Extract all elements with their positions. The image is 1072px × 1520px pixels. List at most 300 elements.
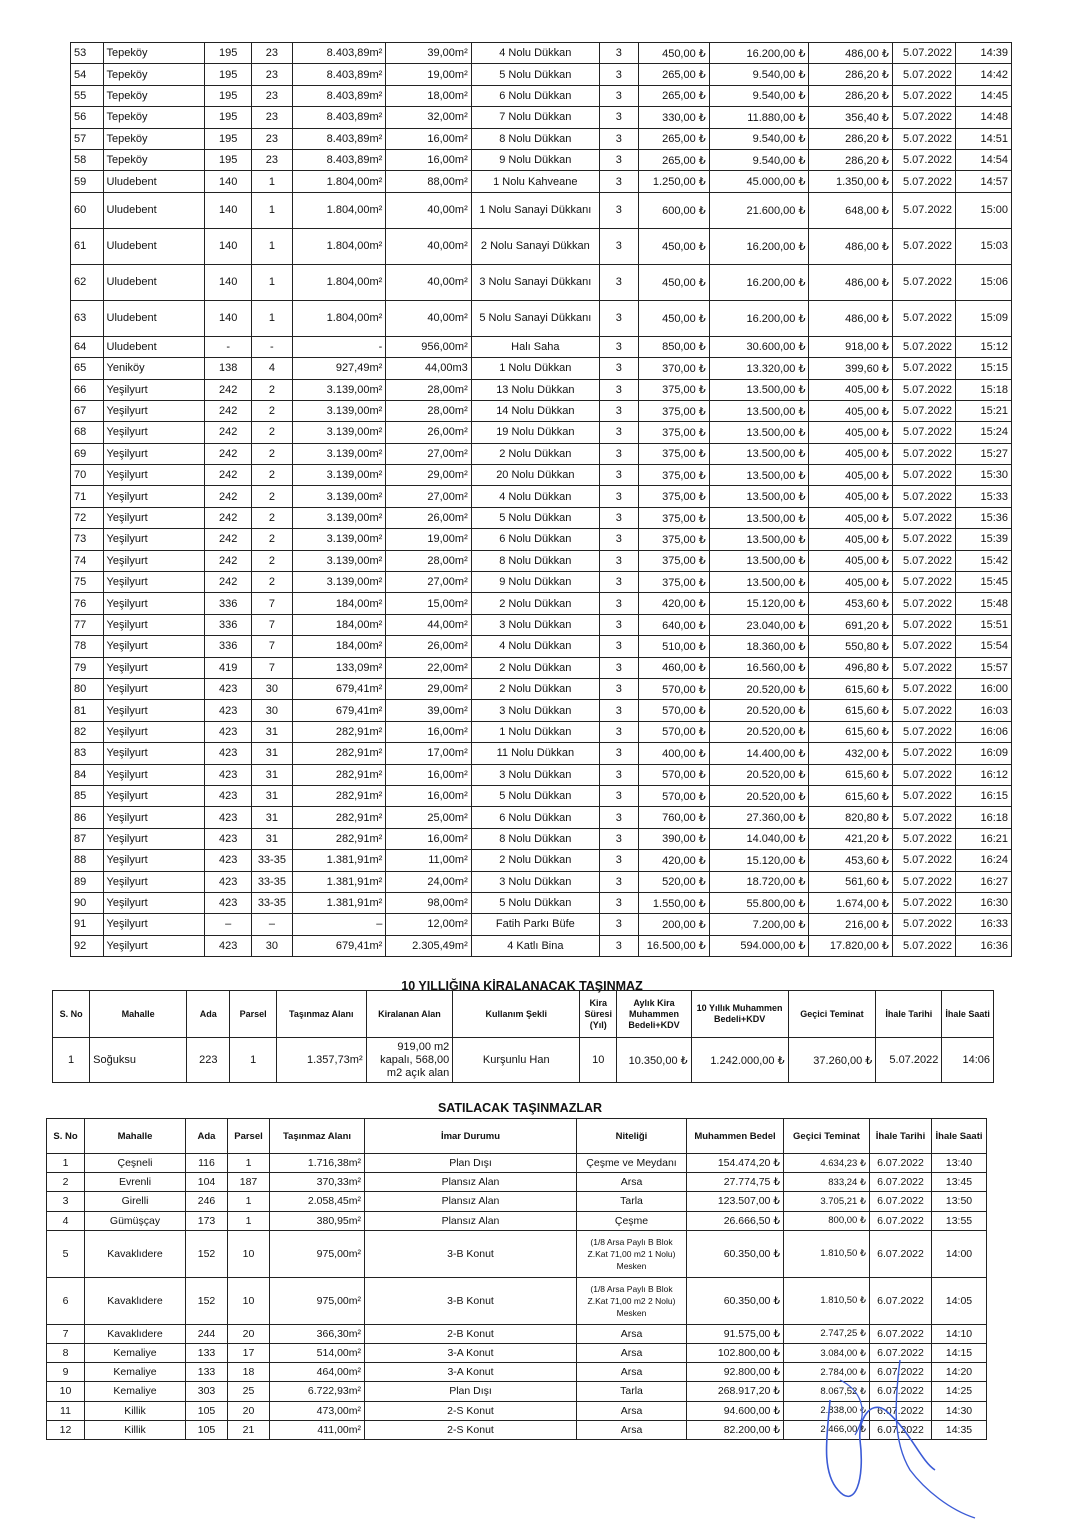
lease-cell-mahalle: Yeşilyurt — [103, 700, 205, 721]
lease-row — [71, 678, 1012, 699]
lease-cell-kiralanan-alan: 28,00m² — [386, 550, 471, 571]
lease-cell-ihale-tarihi: 5.07.2022 — [892, 107, 955, 128]
lease-cell-ihale-saati: 14:39 — [955, 43, 1011, 64]
lease-cell-kira-suresi: 3 — [599, 107, 638, 128]
lease-cell-gecici-teminat: 561,60 ₺ — [809, 871, 892, 892]
sale-cell: 1.810,50 ₺ — [784, 1230, 870, 1277]
sale-cell: 473,00m² — [270, 1401, 365, 1420]
sale-cell: 975,00m² — [270, 1230, 365, 1277]
lease-cell-kullanim-sekli: Halı Saha — [471, 336, 599, 357]
lease-cell-kullanim-sekli: 2 Nolu Sanayi Dükkan — [471, 228, 599, 264]
sale-cell: Kemaliye — [85, 1363, 186, 1382]
lease-cell-kullanim-sekli: 3 Nolu Dükkan — [471, 614, 599, 635]
lease-cell-parsel: 23 — [252, 43, 293, 64]
lease-cell-tasinmaz-alani: 8.403,89m² — [292, 43, 386, 64]
ten-year-header-cell: Taşınmaz Alanı — [276, 991, 366, 1038]
sale-cell: 14:25 — [932, 1382, 987, 1401]
sale-cell: 1 — [228, 1192, 270, 1211]
lease-cell-aylik-kira: 570,00 ₺ — [638, 678, 709, 699]
lease-cell-ihale-tarihi: 5.07.2022 — [892, 443, 955, 464]
lease-cell-no: 80 — [71, 678, 104, 699]
lease-cell-ihale-saati: 16:30 — [955, 892, 1011, 913]
lease-cell-kira-suresi: 3 — [599, 807, 638, 828]
lease-cell-toplam-bedel: 30.600,00 ₺ — [709, 336, 809, 357]
lease-cell-kullanim-sekli: 8 Nolu Dükkan — [471, 828, 599, 849]
lease-cell-toplam-bedel: 9.540,00 ₺ — [709, 85, 809, 106]
lease-row — [71, 379, 1012, 400]
lease-cell-toplam-bedel: 13.500,00 ₺ — [709, 486, 809, 507]
sale-cell: 6.07.2022 — [870, 1382, 932, 1401]
lease-cell-mahalle: Tepeköy — [103, 64, 205, 85]
ten-year-cell: 10.350,00 ₺ — [617, 1038, 691, 1083]
lease-cell-kira-suresi: 3 — [599, 850, 638, 871]
sale-heading: SATILACAK TAŞINMAZLAR — [437, 1101, 603, 1115]
lease-cell-tasinmaz-alani: 184,00m² — [292, 636, 386, 657]
lease-cell-aylik-kira: 265,00 ₺ — [638, 149, 709, 170]
lease-cell-aylik-kira: 600,00 ₺ — [638, 192, 709, 228]
lease-cell-kullanim-sekli: 3 Nolu Dükkan — [471, 871, 599, 892]
lease-cell-tasinmaz-alani: 184,00m² — [292, 614, 386, 635]
lease-cell-parsel: 31 — [252, 721, 293, 742]
lease-cell-no: 86 — [71, 807, 104, 828]
sale-header-cell: İmar Durumu — [365, 1119, 577, 1154]
lease-cell-ada: 242 — [205, 400, 252, 421]
sale-cell: Plan Dışı — [365, 1382, 577, 1401]
lease-cell-kiralanan-alan: 28,00m² — [386, 400, 471, 421]
sale-cell: 10 — [228, 1277, 270, 1324]
lease-cell-aylik-kira: 450,00 ₺ — [638, 264, 709, 300]
lease-cell-mahalle: Tepeköy — [103, 128, 205, 149]
lease-cell-parsel: 31 — [252, 828, 293, 849]
lease-cell-no: 69 — [71, 443, 104, 464]
sale-cell: Arsa — [577, 1324, 687, 1343]
lease-cell-toplam-bedel: 13.320,00 ₺ — [709, 358, 809, 379]
lease-cell-no: 64 — [71, 336, 104, 357]
lease-cell-kira-suresi: 3 — [599, 828, 638, 849]
lease-cell-kiralanan-alan: 11,00m² — [386, 850, 471, 871]
sale-cell: 9 — [47, 1363, 85, 1382]
lease-cell-tasinmaz-alani: 1.804,00m² — [292, 300, 386, 336]
lease-cell-ihale-saati: 16:21 — [955, 828, 1011, 849]
lease-cell-kullanim-sekli: 3 Nolu Dükkan — [471, 764, 599, 785]
lease-cell-no: 68 — [71, 422, 104, 443]
lease-cell-tasinmaz-alani: 282,91m² — [292, 721, 386, 742]
lease-cell-ada: 423 — [205, 892, 252, 913]
lease-cell-parsel: 30 — [252, 935, 293, 956]
lease-row — [71, 657, 1012, 678]
sale-cell: 3-A Konut — [365, 1363, 577, 1382]
lease-cell-parsel: 31 — [252, 743, 293, 764]
ten-year-header-cell: Parsel — [230, 991, 276, 1038]
lease-cell-toplam-bedel: 9.540,00 ₺ — [709, 64, 809, 85]
lease-cell-tasinmaz-alani: 184,00m² — [292, 593, 386, 614]
sale-cell: 380,95m² — [270, 1211, 365, 1230]
sale-cell: 6.07.2022 — [870, 1420, 932, 1439]
lease-cell-parsel: 2 — [252, 465, 293, 486]
lease-cell-parsel: 1 — [252, 192, 293, 228]
ten-year-header-row — [53, 991, 994, 1038]
lease-cell-tasinmaz-alani: 8.403,89m² — [292, 107, 386, 128]
sale-cell: 14:20 — [932, 1363, 987, 1382]
lease-cell-kullanim-sekli: 6 Nolu Dükkan — [471, 529, 599, 550]
lease-cell-kira-suresi: 3 — [599, 657, 638, 678]
lease-cell-kullanim-sekli: 7 Nolu Dükkan — [471, 107, 599, 128]
lease-cell-mahalle: Yeşilyurt — [103, 657, 205, 678]
lease-cell-parsel: 2 — [252, 379, 293, 400]
lease-cell-kullanim-sekli: 13 Nolu Dükkan — [471, 379, 599, 400]
lease-cell-toplam-bedel: 18.720,00 ₺ — [709, 871, 809, 892]
lease-cell-aylik-kira: 375,00 ₺ — [638, 465, 709, 486]
lease-cell-kira-suresi: 3 — [599, 678, 638, 699]
lease-cell-mahalle: Yeşilyurt — [103, 400, 205, 421]
sale-cell: 8 — [47, 1343, 85, 1362]
sale-cell: 6.07.2022 — [870, 1343, 932, 1362]
lease-cell-parsel: 1 — [252, 300, 293, 336]
lease-cell-no: 60 — [71, 192, 104, 228]
lease-cell-ada: 336 — [205, 636, 252, 657]
lease-cell-kiralanan-alan: 16,00m² — [386, 764, 471, 785]
lease-cell-toplam-bedel: 13.500,00 ₺ — [709, 400, 809, 421]
lease-cell-kiralanan-alan: 19,00m² — [386, 529, 471, 550]
lease-cell-gecici-teminat: 405,00 ₺ — [809, 572, 892, 593]
lease-cell-ihale-saati: 14:45 — [955, 85, 1011, 106]
lease-cell-parsel: 33-35 — [252, 850, 293, 871]
lease-cell-tasinmaz-alani: 1.804,00m² — [292, 264, 386, 300]
lease-cell-aylik-kira: 200,00 ₺ — [638, 914, 709, 935]
sale-cell: 6 — [47, 1277, 85, 1324]
lease-cell-ihale-saati: 15:36 — [955, 507, 1011, 528]
lease-cell-no: 91 — [71, 914, 104, 935]
lease-cell-gecici-teminat: 405,00 ₺ — [809, 507, 892, 528]
lease-cell-tasinmaz-alani: 282,91m² — [292, 743, 386, 764]
lease-cell-kiralanan-alan: 40,00m² — [386, 264, 471, 300]
lease-cell-no: 74 — [71, 550, 104, 571]
lease-cell-tasinmaz-alani: 8.403,89m² — [292, 128, 386, 149]
lease-cell-gecici-teminat: 405,00 ₺ — [809, 400, 892, 421]
lease-cell-mahalle: Yeşilyurt — [103, 636, 205, 657]
lease-table — [70, 42, 1012, 957]
lease-cell-parsel: 23 — [252, 64, 293, 85]
lease-cell-no: 57 — [71, 128, 104, 149]
ten-year-header-cell: Kiralanan Alan — [366, 991, 453, 1038]
lease-row — [71, 64, 1012, 85]
lease-cell-tasinmaz-alani: 8.403,89m² — [292, 64, 386, 85]
lease-cell-no: 84 — [71, 764, 104, 785]
sale-cell: 105 — [186, 1401, 228, 1420]
lease-cell-ihale-tarihi: 5.07.2022 — [892, 486, 955, 507]
lease-cell-ada: 195 — [205, 107, 252, 128]
lease-cell-gecici-teminat: 691,20 ₺ — [809, 614, 892, 635]
sale-cell: 20 — [228, 1324, 270, 1343]
sale-cell: 3-A Konut — [365, 1343, 577, 1362]
sale-cell: 6.07.2022 — [870, 1363, 932, 1382]
lease-cell-kiralanan-alan: 26,00m² — [386, 636, 471, 657]
sale-cell: 2.466,00 ₺ — [784, 1420, 870, 1439]
lease-cell-kiralanan-alan: 39,00m² — [386, 43, 471, 64]
lease-cell-ada: 140 — [205, 264, 252, 300]
sale-cell: 13:55 — [932, 1211, 987, 1230]
lease-cell-ada: 138 — [205, 358, 252, 379]
sale-cell: 13:45 — [932, 1173, 987, 1192]
sale-cell: 14:10 — [932, 1324, 987, 1343]
lease-cell-kira-suresi: 3 — [599, 914, 638, 935]
lease-cell-mahalle: Yeşilyurt — [103, 572, 205, 593]
lease-cell-aylik-kira: 510,00 ₺ — [638, 636, 709, 657]
lease-cell-ihale-tarihi: 5.07.2022 — [892, 171, 955, 192]
lease-cell-kiralanan-alan: 40,00m² — [386, 228, 471, 264]
lease-cell-mahalle: Yeşilyurt — [103, 892, 205, 913]
lease-cell-gecici-teminat: 820,80 ₺ — [809, 807, 892, 828]
ten-year-cell: 1.357,73m² — [276, 1038, 366, 1083]
lease-cell-kullanim-sekli: 6 Nolu Dükkan — [471, 807, 599, 828]
lease-cell-kira-suresi: 3 — [599, 64, 638, 85]
lease-cell-kiralanan-alan: 12,00m² — [386, 914, 471, 935]
sale-cell: 2.838,00 ₺ — [784, 1401, 870, 1420]
lease-cell-kira-suresi: 3 — [599, 507, 638, 528]
lease-cell-no: 63 — [71, 300, 104, 336]
lease-cell-ada: 423 — [205, 743, 252, 764]
sale-cell: 833,24 ₺ — [784, 1173, 870, 1192]
lease-cell-toplam-bedel: 18.360,00 ₺ — [709, 636, 809, 657]
lease-cell-no: 62 — [71, 264, 104, 300]
sale-header-cell: Muhammen Bedel — [687, 1119, 784, 1154]
lease-row — [71, 43, 1012, 64]
lease-cell-mahalle: Yeşilyurt — [103, 529, 205, 550]
lease-cell-ihale-tarihi: 5.07.2022 — [892, 614, 955, 635]
lease-cell-ihale-saati: 16:18 — [955, 807, 1011, 828]
sale-cell: Kavaklıdere — [85, 1324, 186, 1343]
lease-row — [71, 807, 1012, 828]
lease-row — [71, 892, 1012, 913]
lease-cell-ada: 195 — [205, 64, 252, 85]
lease-cell-kullanim-sekli: 1 Nolu Dükkan — [471, 721, 599, 742]
lease-cell-mahalle: Tepeköy — [103, 149, 205, 170]
lease-cell-ada: 242 — [205, 507, 252, 528]
lease-cell-parsel: 1 — [252, 171, 293, 192]
lease-row — [71, 764, 1012, 785]
lease-cell-tasinmaz-alani: 282,91m² — [292, 828, 386, 849]
sale-header-cell: Niteliği — [577, 1119, 687, 1154]
ten-year-cell: 1 — [53, 1038, 90, 1083]
lease-cell-tasinmaz-alani: – — [292, 914, 386, 935]
sale-cell: 6.07.2022 — [870, 1401, 932, 1420]
lease-cell-aylik-kira: 450,00 ₺ — [638, 43, 709, 64]
lease-cell-toplam-bedel: 16.200,00 ₺ — [709, 264, 809, 300]
lease-cell-ada: – — [205, 914, 252, 935]
lease-cell-mahalle: Yeşilyurt — [103, 871, 205, 892]
lease-row — [71, 721, 1012, 742]
lease-cell-gecici-teminat: 399,60 ₺ — [809, 358, 892, 379]
lease-cell-parsel: 2 — [252, 486, 293, 507]
lease-cell-kiralanan-alan: 25,00m² — [386, 807, 471, 828]
lease-cell-aylik-kira: 1.550,00 ₺ — [638, 892, 709, 913]
lease-cell-no: 76 — [71, 593, 104, 614]
lease-table-body — [71, 43, 1012, 957]
lease-cell-no: 82 — [71, 721, 104, 742]
sale-cell: Kemaliye — [85, 1382, 186, 1401]
lease-cell-kullanim-sekli: Fatih Parkı Büfe — [471, 914, 599, 935]
lease-cell-kiralanan-alan: 44,00m3 — [386, 358, 471, 379]
lease-row — [71, 486, 1012, 507]
ten-year-cell: Kurşunlu Han — [453, 1038, 580, 1083]
ten-year-table — [52, 990, 994, 1083]
lease-cell-tasinmaz-alani: 927,49m² — [292, 358, 386, 379]
lease-row — [71, 700, 1012, 721]
lease-cell-kullanim-sekli: 19 Nolu Dükkan — [471, 422, 599, 443]
lease-cell-aylik-kira: 420,00 ₺ — [638, 850, 709, 871]
sale-cell: 6.07.2022 — [870, 1192, 932, 1211]
sale-cell: 3 — [47, 1192, 85, 1211]
lease-cell-mahalle: Yeşilyurt — [103, 443, 205, 464]
lease-row — [71, 171, 1012, 192]
sale-cell: 2.058,45m² — [270, 1192, 365, 1211]
sale-header-cell: S. No — [47, 1119, 85, 1154]
lease-cell-ihale-saati: 16:00 — [955, 678, 1011, 699]
sale-cell: Evrenli — [85, 1173, 186, 1192]
lease-cell-ada: 423 — [205, 785, 252, 806]
lease-cell-aylik-kira: 330,00 ₺ — [638, 107, 709, 128]
lease-cell-kullanim-sekli: 11 Nolu Dükkan — [471, 743, 599, 764]
lease-cell-kira-suresi: 3 — [599, 935, 638, 956]
lease-cell-tasinmaz-alani: 3.139,00m² — [292, 422, 386, 443]
lease-cell-aylik-kira: 850,00 ₺ — [638, 336, 709, 357]
lease-cell-aylik-kira: 265,00 ₺ — [638, 85, 709, 106]
sale-cell: Plan Dışı — [365, 1154, 577, 1173]
sale-cell: 187 — [228, 1173, 270, 1192]
lease-cell-mahalle: Yeşilyurt — [103, 486, 205, 507]
lease-cell-ada: 140 — [205, 171, 252, 192]
lease-cell-mahalle: Uludebent — [103, 192, 205, 228]
sale-cell: 6.07.2022 — [870, 1230, 932, 1277]
lease-row — [71, 914, 1012, 935]
lease-cell-tasinmaz-alani: 3.139,00m² — [292, 400, 386, 421]
lease-cell-ihale-tarihi: 5.07.2022 — [892, 507, 955, 528]
lease-cell-mahalle: Yeşilyurt — [103, 465, 205, 486]
lease-cell-ihale-tarihi: 5.07.2022 — [892, 400, 955, 421]
ten-year-cell: 919,00 m2 kapalı, 568,00 m2 açık alan — [366, 1038, 453, 1083]
lease-cell-kullanim-sekli: 8 Nolu Dükkan — [471, 550, 599, 571]
sale-row — [47, 1154, 987, 1173]
lease-cell-parsel: 30 — [252, 678, 293, 699]
lease-cell-no: 58 — [71, 149, 104, 170]
sale-cell: 514,00m² — [270, 1343, 365, 1362]
lease-cell-mahalle: Yeşilyurt — [103, 422, 205, 443]
sale-cell: 3.084,00 ₺ — [784, 1343, 870, 1362]
lease-cell-gecici-teminat: 405,00 ₺ — [809, 529, 892, 550]
lease-cell-ihale-tarihi: 5.07.2022 — [892, 892, 955, 913]
lease-cell-toplam-bedel: 14.400,00 ₺ — [709, 743, 809, 764]
lease-cell-parsel: 23 — [252, 149, 293, 170]
lease-cell-aylik-kira: 520,00 ₺ — [638, 871, 709, 892]
lease-cell-ihale-saati: 15:30 — [955, 465, 1011, 486]
sale-cell: 116 — [186, 1154, 228, 1173]
lease-cell-kira-suresi: 3 — [599, 422, 638, 443]
sale-cell: Arsa — [577, 1343, 687, 1362]
lease-cell-kiralanan-alan: 44,00m² — [386, 614, 471, 635]
lease-cell-toplam-bedel: 13.500,00 ₺ — [709, 379, 809, 400]
sale-cell: Plansız Alan — [365, 1192, 577, 1211]
lease-cell-kiralanan-alan: 28,00m² — [386, 379, 471, 400]
sale-cell: 82.200,00 ₺ — [687, 1420, 784, 1439]
lease-cell-ihale-saati: 16:33 — [955, 914, 1011, 935]
lease-cell-parsel: - — [252, 336, 293, 357]
lease-cell-ihale-tarihi: 5.07.2022 — [892, 85, 955, 106]
lease-cell-ada: 423 — [205, 721, 252, 742]
lease-cell-kullanim-sekli: 5 Nolu Dükkan — [471, 507, 599, 528]
lease-cell-tasinmaz-alani: 679,41m² — [292, 935, 386, 956]
sale-cell: 21 — [228, 1420, 270, 1439]
sale-cell: 14:30 — [932, 1401, 987, 1420]
lease-cell-no: 88 — [71, 850, 104, 871]
lease-cell-ihale-saati: 16:27 — [955, 871, 1011, 892]
lease-cell-kullanim-sekli: 9 Nolu Dükkan — [471, 572, 599, 593]
lease-cell-ihale-saati: 16:24 — [955, 850, 1011, 871]
lease-cell-tasinmaz-alani: - — [292, 336, 386, 357]
lease-cell-mahalle: Yeşilyurt — [103, 550, 205, 571]
lease-cell-mahalle: Yeşilyurt — [103, 807, 205, 828]
lease-cell-kira-suresi: 3 — [599, 593, 638, 614]
lease-cell-aylik-kira: 400,00 ₺ — [638, 743, 709, 764]
lease-cell-aylik-kira: 760,00 ₺ — [638, 807, 709, 828]
lease-cell-kiralanan-alan: 18,00m² — [386, 85, 471, 106]
sale-header-cell: İhale Saati — [932, 1119, 987, 1154]
lease-cell-ihale-tarihi: 5.07.2022 — [892, 43, 955, 64]
lease-cell-kiralanan-alan: 27,00m² — [386, 443, 471, 464]
lease-cell-mahalle: Yeşilyurt — [103, 379, 205, 400]
sale-header-cell: Geçici Teminat — [784, 1119, 870, 1154]
lease-cell-kiralanan-alan: 26,00m² — [386, 507, 471, 528]
lease-cell-aylik-kira: 375,00 ₺ — [638, 529, 709, 550]
lease-cell-kiralanan-alan: 16,00m² — [386, 828, 471, 849]
lease-row — [71, 300, 1012, 336]
signature-scribble — [800, 1340, 1000, 1520]
lease-cell-ihale-saati: 16:15 — [955, 785, 1011, 806]
lease-cell-ada: 423 — [205, 871, 252, 892]
lease-cell-gecici-teminat: 496,80 ₺ — [809, 657, 892, 678]
lease-cell-kira-suresi: 3 — [599, 721, 638, 742]
lease-cell-ihale-saati: 15:27 — [955, 443, 1011, 464]
sale-cell: 246 — [186, 1192, 228, 1211]
lease-cell-kiralanan-alan: 27,00m² — [386, 486, 471, 507]
lease-cell-kiralanan-alan: 29,00m² — [386, 465, 471, 486]
lease-cell-ihale-tarihi: 5.07.2022 — [892, 264, 955, 300]
lease-cell-aylik-kira: 570,00 ₺ — [638, 764, 709, 785]
lease-cell-ihale-tarihi: 5.07.2022 — [892, 128, 955, 149]
sale-cell: 8.067,52 ₺ — [784, 1382, 870, 1401]
lease-cell-kiralanan-alan: 2.305,49m² — [386, 935, 471, 956]
lease-cell-toplam-bedel: 45.000,00 ₺ — [709, 171, 809, 192]
lease-cell-kullanim-sekli: 2 Nolu Dükkan — [471, 678, 599, 699]
sale-cell: 91.575,00 ₺ — [687, 1324, 784, 1343]
lease-cell-ada: 140 — [205, 192, 252, 228]
sale-cell: Çeşme — [577, 1211, 687, 1230]
sale-cell: Arsa — [577, 1173, 687, 1192]
ten-year-cell: 14:06 — [942, 1038, 994, 1083]
lease-cell-kira-suresi: 3 — [599, 892, 638, 913]
lease-cell-parsel: 33-35 — [252, 871, 293, 892]
sale-cell: Plansız Alan — [365, 1173, 577, 1192]
lease-cell-parsel: 2 — [252, 529, 293, 550]
sale-cell: 2 — [47, 1173, 85, 1192]
lease-cell-parsel: 23 — [252, 107, 293, 128]
lease-cell-kira-suresi: 3 — [599, 614, 638, 635]
sale-cell: 6.07.2022 — [870, 1324, 932, 1343]
lease-cell-gecici-teminat: 432,00 ₺ — [809, 743, 892, 764]
ten-year-cell: 223 — [187, 1038, 230, 1083]
sale-cell: 3-B Konut — [365, 1230, 577, 1277]
sale-cell: 20 — [228, 1401, 270, 1420]
lease-cell-toplam-bedel: 20.520,00 ₺ — [709, 764, 809, 785]
